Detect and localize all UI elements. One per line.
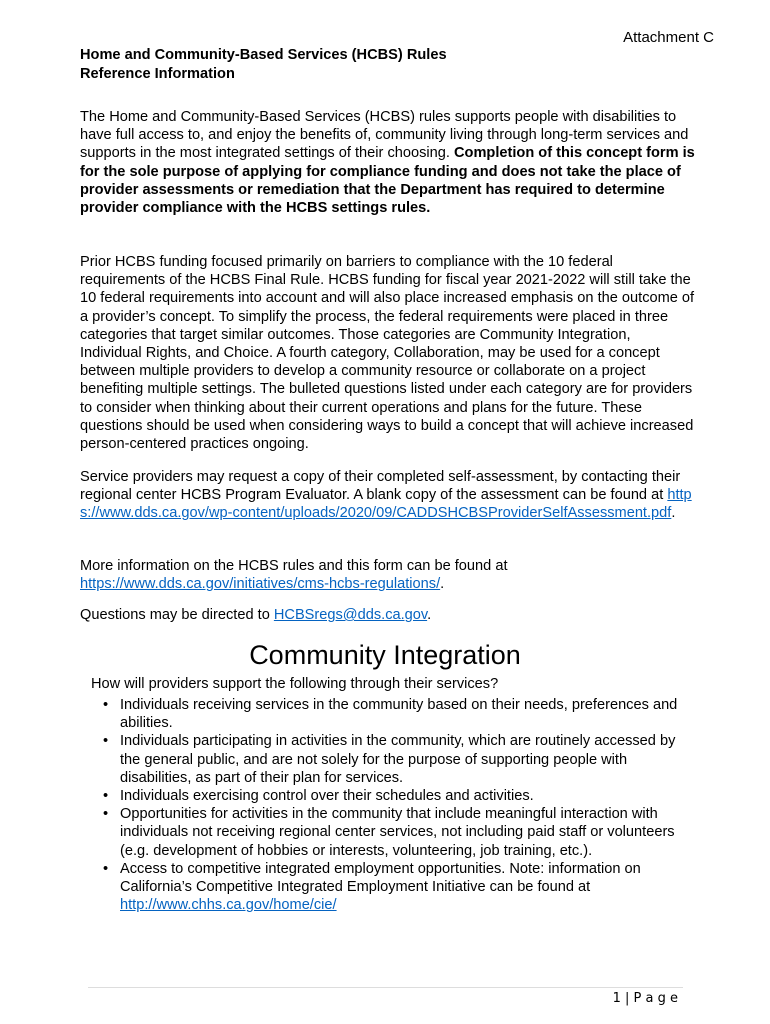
self-assessment-text: Service providers may request a copy of their completed self-assessment, by contacting their regional center HCBS Program Evaluator. A blank copy of the assessment can be found at: [80, 469, 681, 504]
cie-text: Access to competitive integrated employment opportunities. Note: information on California’s Competitive Integrated Employment Initiative can be found at: [120, 860, 641, 896]
list-item: • Individuals participating in activities in the community, which are routinely accessed by the general public, and are not solely for the purpose of supporting people with disabilities, as part of their plan for services.: [91, 732, 681, 787]
period: .: [671, 505, 676, 522]
funding-paragraph: Prior HCBS funding focused primarily on barriers to compliance with the 10 federal requirements of the HCBS Final Rule. HCBS funding for fiscal year 2021-2022 will still take the 10 federal requirements into account and will also place increased emphasis on the outcome of a provider’s concept. To simplify the process, the federal requirements were placed in three categories that target similar outcomes. Those categories are Community Integration, Individual Rights, and Choice. A fourth category, Collaboration, may be used for a concept between multiple providers to develop a community resource or collaborate on a project benefiting multiple settings. The bulleted questions listed under each category are for providers to consider when thinking about their current operations and plans for the future. These questions should be used when considering ways to build a concept that will achieve increased person-centered practices ongoing.: [80, 254, 695, 453]
bullet-list: [91, 696, 681, 914]
email-link[interactable]: HCBSregs@dds.ca.gov: [273, 607, 428, 623]
cie-link[interactable]: http://www.chhs.ca.gov/home/cie/: [120, 897, 337, 914]
section-question: How will providers support the following through their services?: [91, 676, 499, 692]
self-assessment-link[interactable]: https://www.dds.ca.gov/wp-content/uploads/2020/09/CADDSHCBSProviderSelfAssessment.pdf: [80, 487, 692, 522]
attachment-label: Attachment C: [623, 29, 714, 46]
list-item: • Opportunities for activities in the community that include meaningful interaction with individuals not receiving regional center services, not including paid staff or volunteers (e.g. development of hobbies or interests, volunteering, job training, etc.).: [91, 805, 681, 860]
self-assessment-paragraph: [80, 468, 696, 523]
period: .: [440, 576, 445, 593]
document-title: [80, 46, 447, 83]
intro-text: The Home and Community-Based Services (HCBS) rules supports people with disabilities to have full access to, and enjoy the benefits of, community living through long-term services and supports in the most integrated settings of their choosing.: [80, 109, 689, 162]
questions-paragraph: [80, 606, 696, 624]
title-line-1: Home and Community-Based Services (HCBS) Rules: [80, 47, 447, 63]
more-info-text: More information on the HCBS rules and this form can be found at: [80, 558, 508, 574]
more-info-paragraph: [80, 557, 696, 593]
title-line-2: Reference Information: [80, 65, 235, 82]
questions-text: Questions may be directed to: [80, 607, 274, 623]
page-number: 1 | P a g e: [612, 991, 678, 1006]
period: .: [427, 607, 432, 623]
footer-divider: [88, 987, 683, 988]
list-item: [91, 860, 681, 915]
intro-bold-text: Completion of this concept form is for the sole purpose of applying for compliance funding and does not take the place of provider assessments or remediation that the Department has required to determine provider compliance with the HCBS settings rules.: [80, 145, 695, 217]
intro-paragraph: [80, 108, 696, 217]
list-item: • Individuals receiving services in the community based on their needs, preferences and abilities.: [91, 696, 681, 732]
section-heading: Community Integration: [249, 640, 521, 670]
hcbs-regulations-link[interactable]: https://www.dds.ca.gov/initiatives/cms-hcbs-regulations/: [80, 576, 441, 593]
list-item: • Individuals exercising control over their schedules and activities.: [91, 787, 681, 805]
